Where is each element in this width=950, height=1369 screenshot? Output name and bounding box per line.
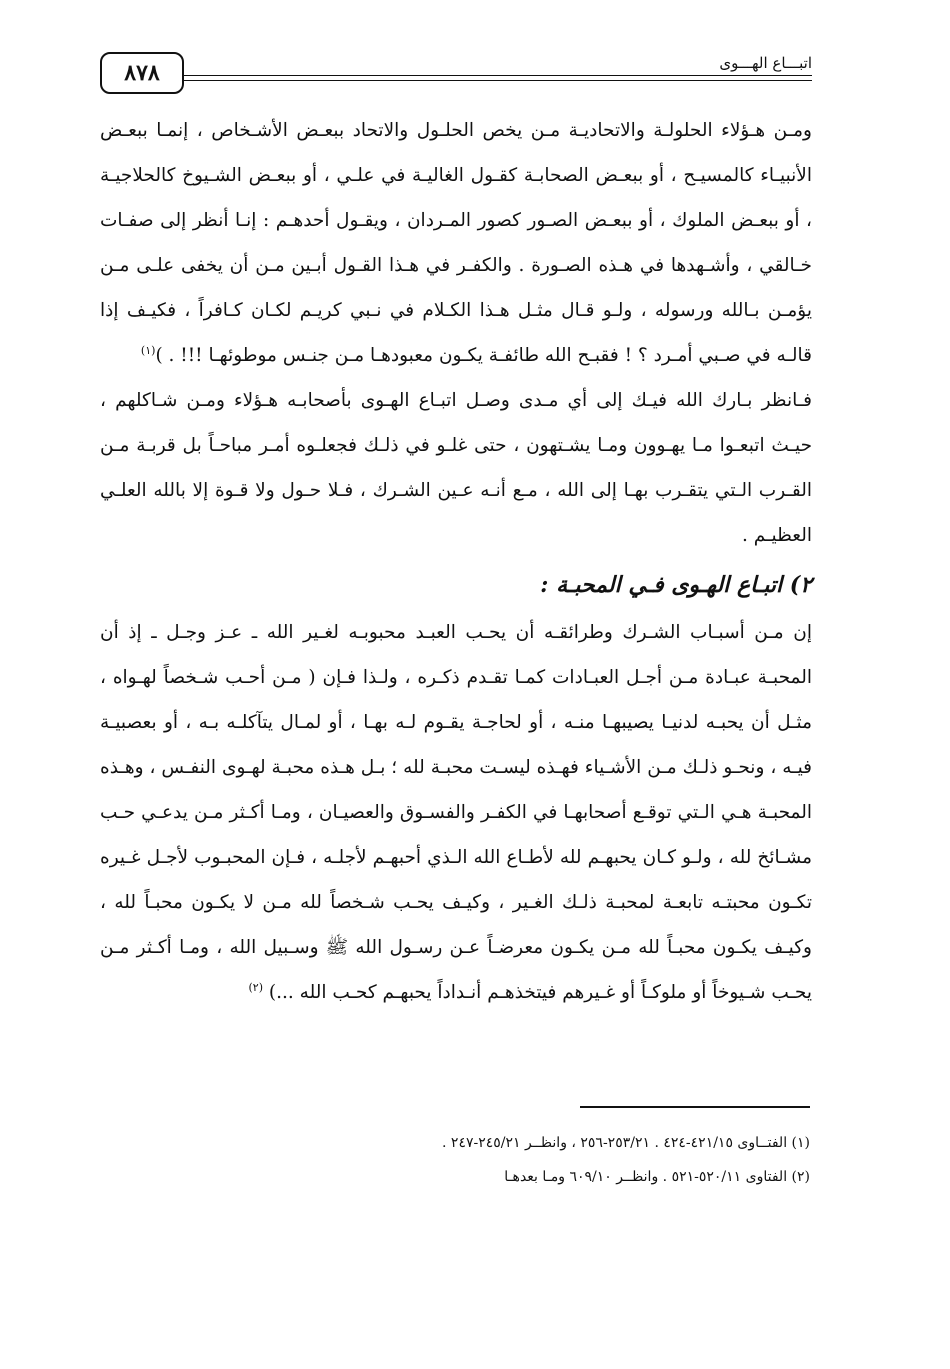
paragraph-1	[100, 108, 812, 378]
header-rule	[184, 75, 812, 76]
footnote-2: (٢) الفتاوى ٥٢٠/١١-٥٢١ . وانظــر ٦٠٩/١٠ ومـا بعدهـا	[504, 1169, 810, 1185]
section-heading: ٢) اتبـاع الهـوى فـي المحبـة :	[540, 572, 812, 598]
footnote-marker-1: (١)	[140, 343, 156, 357]
page-number: ٨٧٨	[100, 52, 184, 94]
page-header	[100, 52, 812, 98]
paragraph-3-text: إن مـن أسبـاب الشـرك وطرائقـه أن يحـب العبـد محبوبـه لغـير الله ـ عـز وجـل ـ إذ أن المحبـة عبـادة مـن أجـل العبـادات كمـا تقـدم ذكـره ، ولـذا فـإن ( مـن أحـب شـخصاً لهـواه ، مثـل أن يحبـه لدنيـا يصيبهـا منـه ، أو لحاجـة يقـوم لـه بهـا ، أو لمـال يتآكلـه بـه ، أو بعصبيـة فيـه ، ونحـو ذلـك مـن الأشـياء فهـذه ليسـت محبـة لله ؛ بـل هـذه محبـة لهـوى النفـس ، وهـذه المحبـة هـي الـتي توقـع أصحابهـا في الكفـر والفسـوق والعصيـان ، ومـا أكـثر مـن يدعـي حـب مشـائخ لله ، ولـو كـان يحبهـم لله لأطـاع الله الـذي أحبهـم لأجلـه ، فـإن المحبـوب لأجـل غـيره تكـون محبتـه تابعـة لمحبـة ذلـك الغـير ، وكيـف يحـب شـخصاً لله مـن لا يكـون محبـاً لله ، وكيـف يكـون محبـاً لله مـن يكـون معرضـاً عـن رسـول الله ﷺ وسـبيل الله ، ومـا أكـثر مـن يحـب شـيوخاً أو ملوكـاً أو غـيرهم فيتخذهـم أنـداداً يحبهـم كحـب الله ...)	[100, 622, 812, 1003]
footnote-1: (١) الفتــاوى ٤٢١/١٥-٤٢٤ . ٢٥٣/٢١-٢٥٦ ، وانظــر ٢٤٥/٢١-٢٤٧ .	[442, 1135, 810, 1151]
header-rule-double	[184, 80, 812, 81]
footnote-separator	[580, 1106, 810, 1108]
paragraph-2-text: فـانظر بـارك الله فيـك إلى أي مـدى وصـل اتبـاع الهـوى بأصحابـه هـؤلاء ومـن شـاكلهم ، حيـث اتبعـوا مـا يهـوون ومـا يشـتهون ، حتى غلـو في ذلـك فجعلـوه أمـر مباحـاً بل قربـة مـن القـرب الـتي يتقـرب بهـا إلى الله ، مـع أنـه عـين الشـرك ، فـلا حـول ولا قـوة إلا بالله العلـي العظيـم .	[100, 390, 812, 546]
main-text	[100, 108, 812, 1015]
paragraph-3	[100, 610, 812, 1015]
footnotes	[100, 1126, 810, 1194]
running-title: اتبـــاع الهـــوى	[713, 54, 812, 72]
footnote-marker-2: (٢)	[248, 980, 264, 994]
paragraph-2	[100, 378, 812, 558]
paragraph-1-text: ومـن هـؤلاء الحلولـة والاتحاديـة مـن يخص الحلـول والاتحاد ببعـض الأشـخاص ، إنمـا ببعـض الأنبيـاء كالمسيـح ، أو ببعـض الصحابـة كقـول الغاليـة في علـي ، أو ببعـض الشـيوخ كالحلاجيـة ، أو ببعـض الملوك ، أو ببعـض الصـور كصور المـردان ، ويقـول أحدهـم : إنـا أنظر إلى صفـات خـالقي ، وأشـهدها في هـذه الصـورة . والكفـر في هـذا القـول أبـين مـن أن يخفى علـى مـن يؤمـن بـالله ورسوله ، ولـو قـال مثـل هـذا الكـلام في نـبي كريـم لكـان كـافراً ، فكيـف إذا قالـه في صـبي أمـرد ؟ ! فقبـح الله طائفـة يكـون معبودهـا مـن جنـس موطوئهـا !!! . )	[100, 120, 812, 366]
